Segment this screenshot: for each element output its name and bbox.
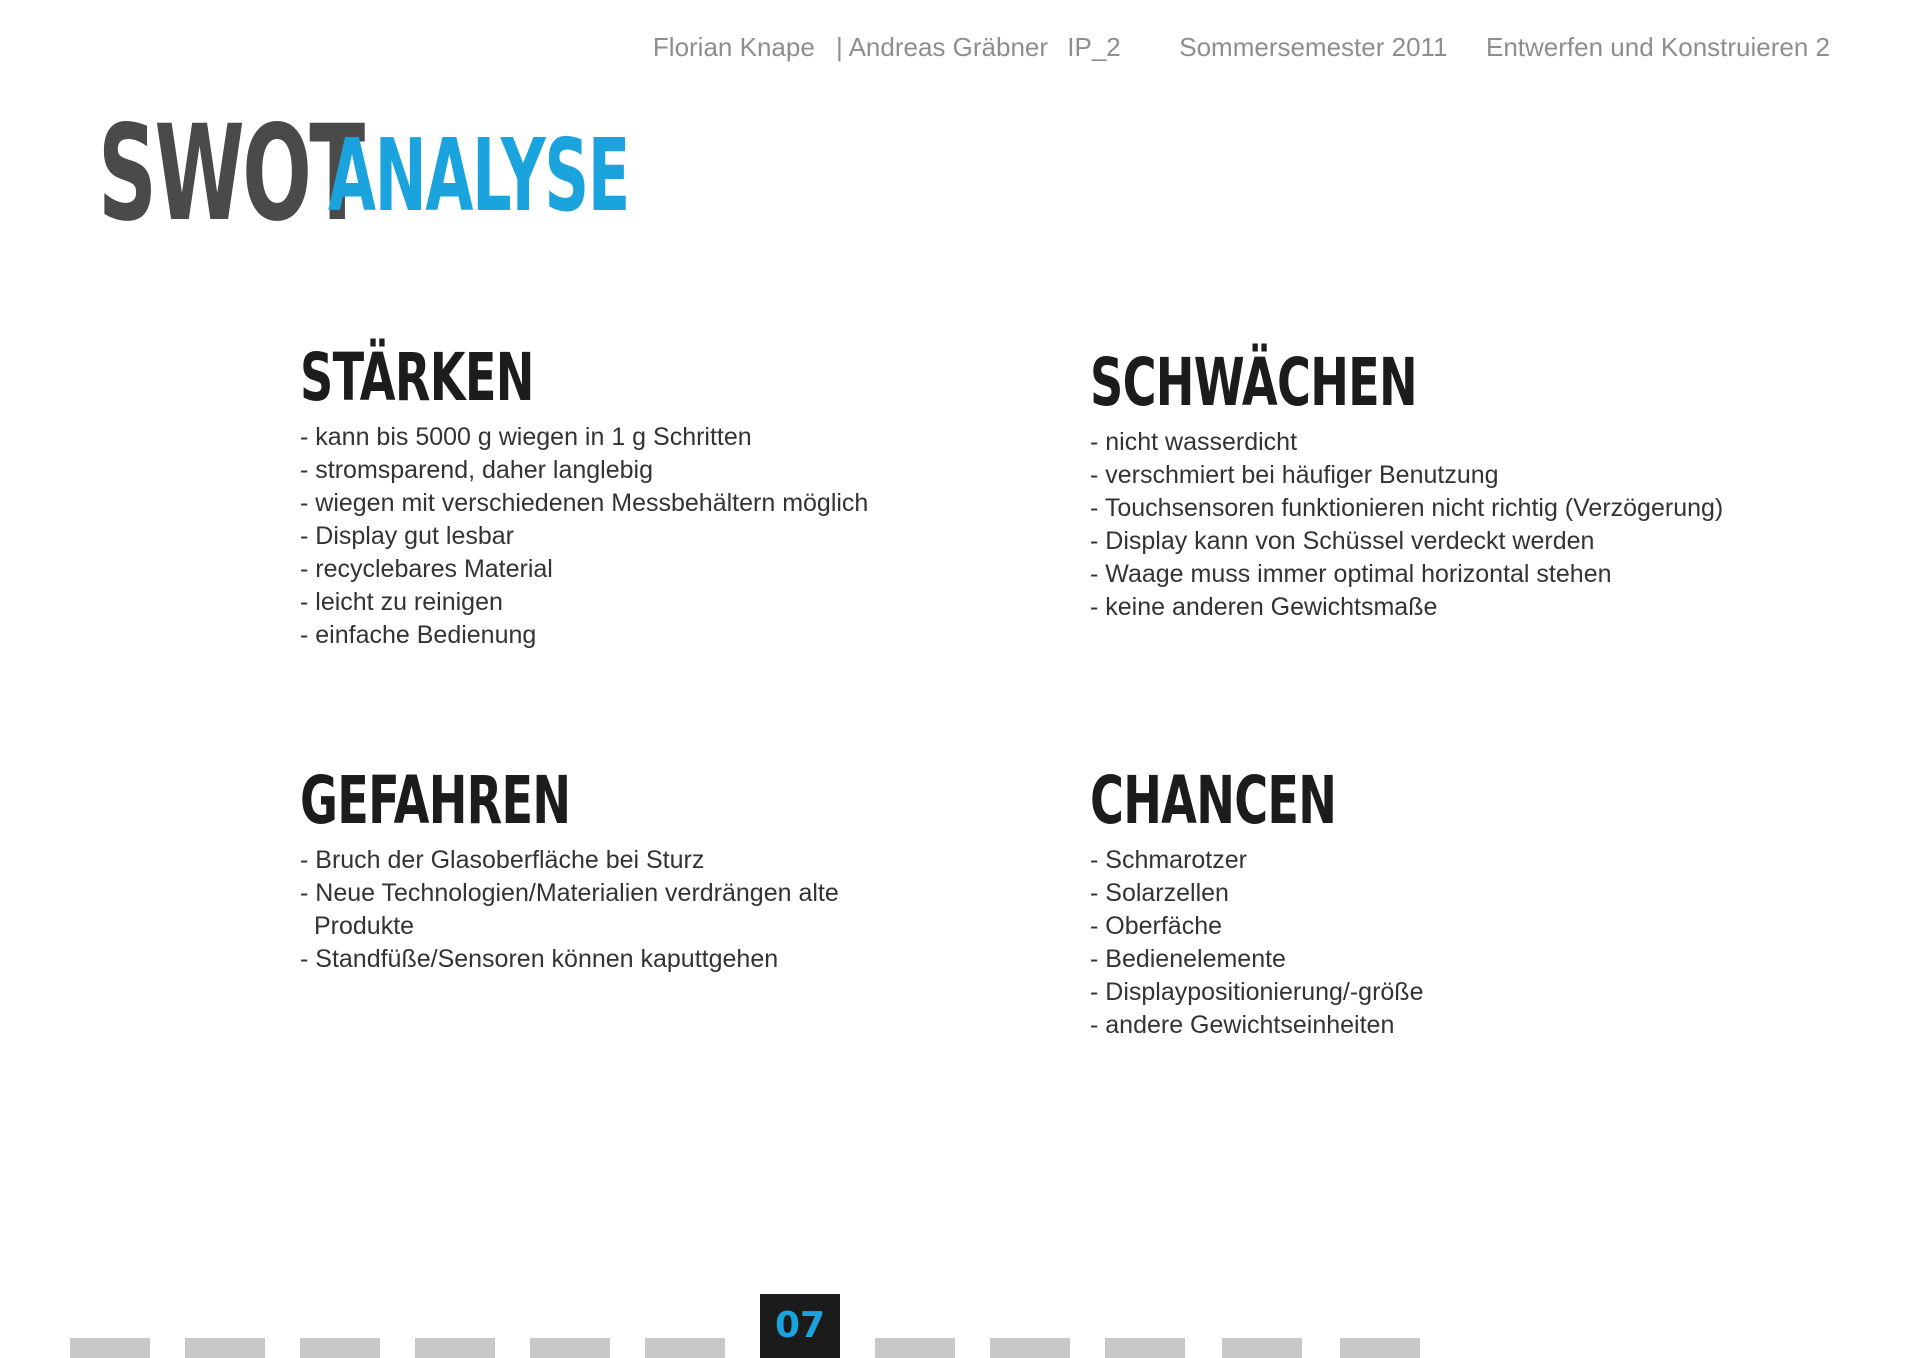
list-item: - Bedienelemente [1090, 945, 1286, 973]
list-item: - kann bis 5000 g wiegen in 1 g Schritten [300, 423, 752, 451]
course-code: IP_2 [1067, 32, 1121, 62]
section-schwaechen [1090, 344, 1730, 624]
list-item: - Bruch der Glasoberfläche bei Sturz [300, 846, 705, 874]
list-item: - Touchsensoren funktionieren nicht richtig (Verzögerung) [1090, 494, 1724, 522]
item-list [1090, 844, 1730, 1042]
list-item: - Neue Technologien/Materialien verdrängen alte Produkte [300, 879, 839, 940]
section-heading: GEFAHREN [300, 762, 571, 839]
list-item: - Displaypositionierung/-größe [1090, 978, 1424, 1006]
page-tab[interactable] [990, 1338, 1070, 1358]
page-tab[interactable] [185, 1338, 265, 1358]
page-tab[interactable] [415, 1338, 495, 1358]
page-tab[interactable] [530, 1338, 610, 1358]
page-header [0, 32, 1830, 72]
list-item: - Schmarotzer [1090, 846, 1247, 874]
section-heading: SCHWÄCHEN [1090, 344, 1417, 421]
list-item: - stromsparend, daher langlebig [300, 456, 653, 484]
list-item: - einfache Bedienung [300, 621, 537, 649]
page-tab[interactable] [300, 1338, 380, 1358]
list-item: - Standfüße/Sensoren können kaputtgehen [300, 945, 779, 973]
list-item: - Display gut lesbar [300, 522, 514, 550]
list-item: - nicht wasserdicht [1090, 428, 1298, 456]
page-title [98, 97, 629, 251]
section-chancen [1090, 762, 1730, 1042]
page-tab[interactable] [875, 1338, 955, 1358]
list-item: - keine anderen Gewichtsmaße [1090, 593, 1438, 621]
list-item: - Solarzellen [1090, 879, 1229, 907]
list-item: - verschmiert bei häufiger Benutzung [1090, 461, 1499, 489]
page-tab[interactable] [1222, 1338, 1302, 1358]
section-heading: STÄRKEN [300, 339, 534, 416]
page-tab-current[interactable]: 07 [760, 1294, 840, 1358]
list-item: - leicht zu reinigen [300, 588, 503, 616]
page-tab[interactable] [645, 1338, 725, 1358]
list-item: - Waage muss immer optimal horizontal stehen [1090, 560, 1612, 588]
course-name: Entwerfen und Konstruieren 2 [1486, 32, 1830, 62]
semester: Sommersemester 2011 [1179, 32, 1448, 62]
item-list [1090, 426, 1730, 624]
page-tab[interactable] [1105, 1338, 1185, 1358]
page-navigation [0, 1300, 1920, 1358]
section-gefahren [300, 762, 940, 976]
title-swot: SWOT [98, 97, 363, 251]
page-tab[interactable] [1340, 1338, 1420, 1358]
author-1: Florian Knape [652, 32, 815, 62]
item-list [300, 844, 940, 976]
list-item: - Display kann von Schüssel verdeckt werden [1090, 527, 1595, 555]
section-staerken [300, 339, 940, 652]
item-list [300, 421, 940, 652]
list-item: - Oberfäche [1090, 912, 1223, 940]
list-item: - wiegen mit verschiedenen Messbehältern möglich [300, 489, 869, 517]
list-item: - andere Gewichtseinheiten [1090, 1011, 1395, 1039]
list-item: - recyclebares Material [300, 555, 553, 583]
section-heading: CHANCEN [1090, 762, 1337, 839]
author-2: | Andreas Gräbner [836, 32, 1049, 62]
title-analyse: ANALYSE [328, 117, 629, 234]
page-tab[interactable] [70, 1338, 150, 1358]
